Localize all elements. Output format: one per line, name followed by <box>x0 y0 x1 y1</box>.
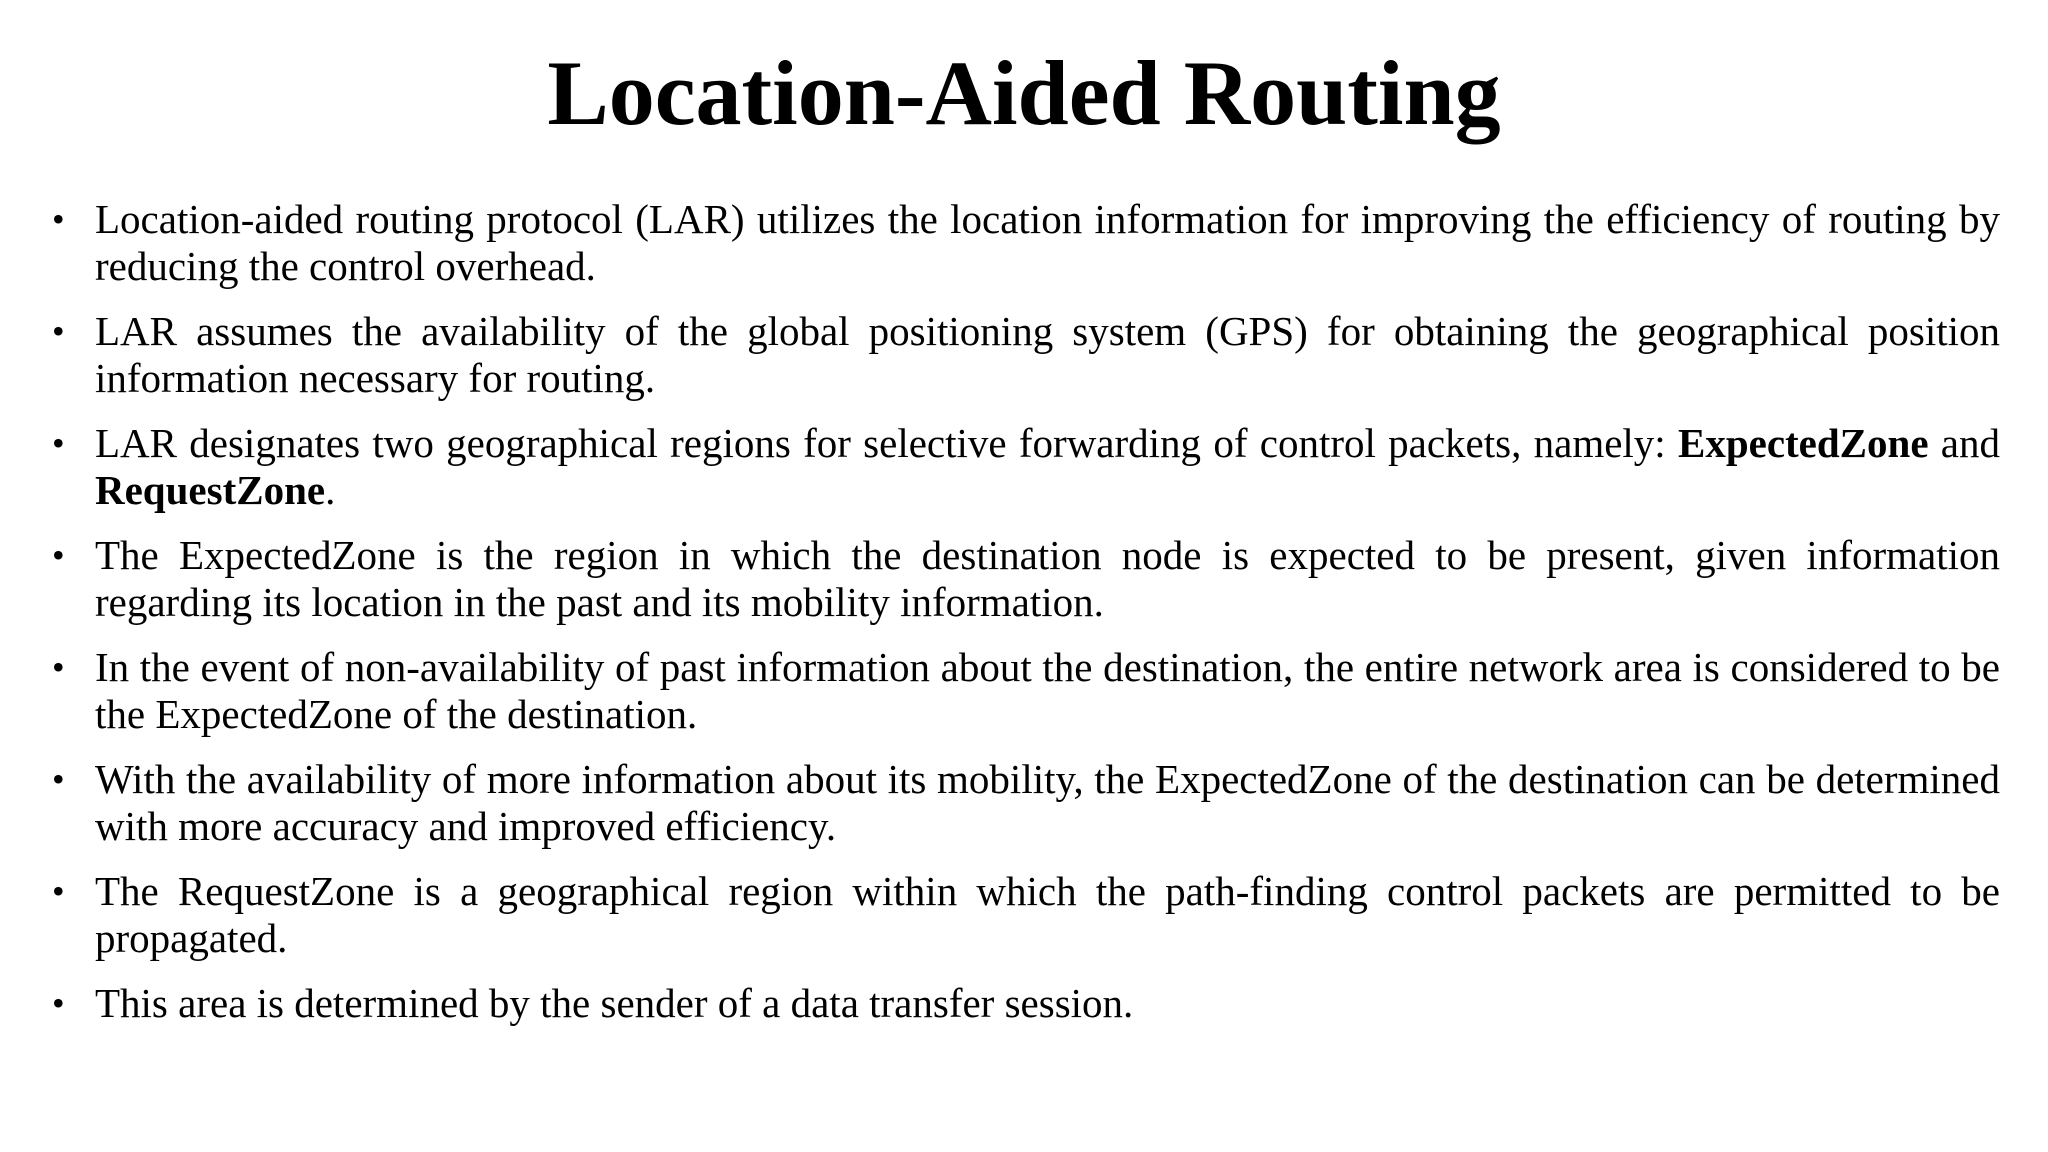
bullet-dot-icon: • <box>52 759 65 799</box>
bullet-list <box>50 196 2000 1045</box>
bullet-text: The ExpectedZone is the region in which the destination node is expected to be present, given information regarding its location in the past and its mobility information. <box>95 532 2000 625</box>
bullet-text: This area is determined by the sender of a data transfer session. <box>95 980 1134 1026</box>
bullet-text: In the event of non-availability of past information about the destination, the entire network area is considered to be the ExpectedZone of the destination. <box>95 644 2000 737</box>
bullet-dot-icon: • <box>52 311 65 351</box>
bullet-text: LAR assumes the availability of the global positioning system (GPS) for obtaining the geographical position information necessary for routing. <box>95 308 2000 401</box>
bullet-text-middle: and <box>1928 420 2001 466</box>
bullet-item-non-availability <box>50 644 2000 738</box>
bullet-text-before: LAR designates two geographical regions for selective forwarding of control packets, namely: <box>95 420 1678 466</box>
slide-title: Location-Aided Routing <box>547 42 1501 144</box>
bullet-item-gps-assumption <box>50 308 2000 402</box>
bullet-item-sender-area <box>50 980 2000 1027</box>
request-zone-term: RequestZone <box>95 467 326 513</box>
bullet-item-zones <box>50 420 2000 514</box>
bullet-dot-icon: • <box>52 871 65 911</box>
bullet-item-request-zone-definition <box>50 868 2000 962</box>
bullet-item-lar-definition <box>50 196 2000 290</box>
bullet-dot-icon: • <box>52 423 65 463</box>
bullet-text: With the availability of more information about its mobility, the ExpectedZone of the destination can be determined with more accuracy and improved efficiency. <box>95 756 2000 849</box>
bullet-dot-icon: • <box>52 647 65 687</box>
bullet-text: Location-aided routing protocol (LAR) utilizes the location information for improving the efficiency of routing by reducing the control overhead. <box>95 196 2000 289</box>
bullet-dot-icon: • <box>52 199 65 239</box>
bullet-dot-icon: • <box>52 535 65 575</box>
expected-zone-term: ExpectedZone <box>1677 420 1929 466</box>
bullet-text: The RequestZone is a geographical region within which the path-finding control packets are permitted to be propagated. <box>95 868 2000 961</box>
bullet-dot-icon: • <box>52 983 65 1023</box>
bullet-item-expected-zone-definition <box>50 532 2000 626</box>
bullet-item-mobility-accuracy <box>50 756 2000 850</box>
bullet-text-after: . <box>325 467 336 513</box>
